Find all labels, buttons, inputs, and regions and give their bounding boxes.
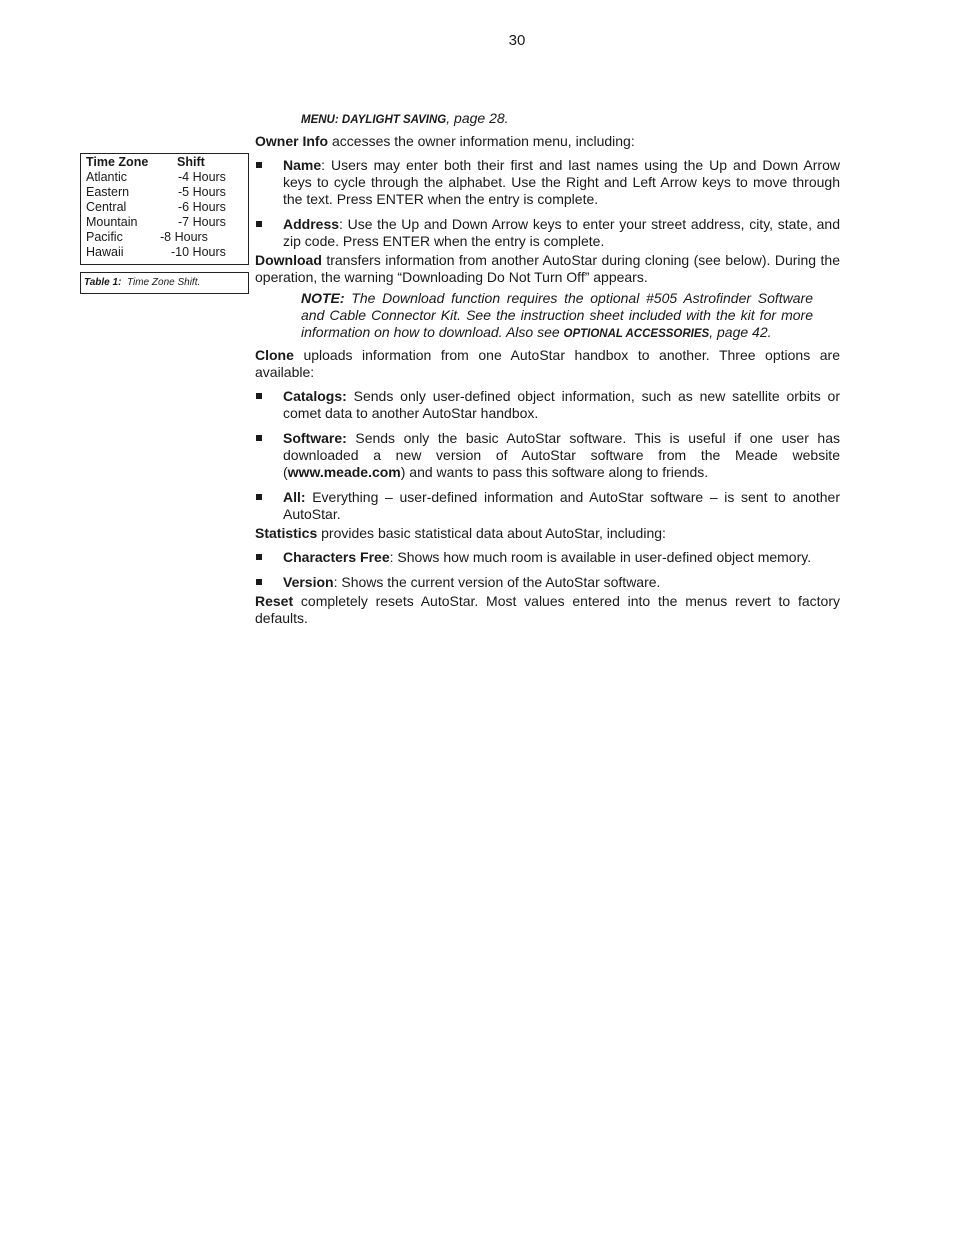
reset-paragraph <box>255 593 840 627</box>
download-term: Download <box>255 252 322 268</box>
zone-cell: Mountain <box>86 215 138 229</box>
menu-ref-label: MENU: DAYLIGHT SAVING <box>301 114 447 126</box>
statistics-list <box>255 549 840 591</box>
caption-text: Time Zone Shift. <box>126 277 201 288</box>
bullet-term: Version <box>283 574 334 590</box>
bullet-term: Characters Free <box>283 549 390 565</box>
main-content <box>255 110 840 631</box>
note-tail: , page 42. <box>709 324 772 340</box>
timezone-table <box>80 153 249 265</box>
clone-text: uploads information from one AutoStar handbox to another. Three options are available: <box>255 347 840 380</box>
download-note <box>301 290 813 343</box>
statistics-text: provides basic statistical data about AutoStar, including: <box>317 525 666 541</box>
zone-cell: Hawaii <box>86 245 124 259</box>
shift-cell: -8 Hours <box>160 230 208 244</box>
note-ref: OPTIONAL ACCESSORIES <box>563 328 710 340</box>
table-row <box>86 215 243 230</box>
table-row <box>86 170 243 185</box>
bullet-square-icon <box>256 579 262 585</box>
bullet-text: : Shows how much room is available in user-defined object memory. <box>389 549 812 565</box>
table-row <box>86 230 243 245</box>
caption-label: Table 1: <box>84 277 122 288</box>
list-item <box>255 388 840 422</box>
shift-cell: -5 Hours <box>178 185 226 199</box>
list-item <box>255 489 840 523</box>
table-row <box>86 185 243 200</box>
clone-paragraph <box>255 347 840 381</box>
bullet-text: Everything – user-defined information and AutoStar software – is sent to another AutoStar. <box>283 489 840 522</box>
bullet-term: Software: <box>283 430 347 446</box>
bullet-term: Address <box>283 216 340 232</box>
menu-ref-page: , page 28. <box>446 110 509 126</box>
bullet-text: : Shows the current version of the AutoStar software. <box>333 574 661 590</box>
table-caption <box>80 272 249 294</box>
list-item <box>255 157 840 208</box>
statistics-paragraph <box>255 525 840 542</box>
bullet-square-icon <box>256 162 262 168</box>
clone-list <box>255 388 840 523</box>
bullet-term: Catalogs: <box>283 388 347 404</box>
header-time-zone: Time Zone <box>86 155 149 169</box>
table-header <box>86 155 243 170</box>
owner-info-term: Owner Info <box>255 133 329 149</box>
owner-info-text: accesses the owner information menu, including: <box>328 133 635 149</box>
statistics-term: Statistics <box>255 525 318 541</box>
meade-website-link: www.meade.com <box>287 464 401 480</box>
list-item <box>255 574 840 591</box>
list-item <box>255 216 840 250</box>
note-term: NOTE: <box>301 290 345 306</box>
timezone-sidebar <box>80 153 249 294</box>
bullet-square-icon <box>256 393 262 399</box>
shift-cell: -6 Hours <box>178 200 226 214</box>
note-text: The Download function requires the optional #505 Astrofinder Software and Cable Connector Kit. See the instruction sheet included with the kit for more information on how to download. Also see <box>301 290 813 340</box>
zone-cell: Eastern <box>86 185 130 199</box>
list-item <box>255 430 840 481</box>
owner-info-list <box>255 157 840 250</box>
bullet-text: Sends only user-defined object information, such as new satellite orbits or comet data to another AutoStar handbox. <box>283 388 840 421</box>
bullet-text: ) and wants to pass this software along to friends. <box>400 464 709 480</box>
bullet-text: : Users may enter both their first and last names using the Up and Down Arrow keys to cycle through the alphabet. Use the Right and Left Arrow keys to move through the text. Press ENTER when the entry is complete. <box>283 157 840 207</box>
table-row <box>86 245 243 260</box>
shift-cell: -4 Hours <box>178 170 226 184</box>
bullet-term: All: <box>283 489 306 505</box>
bullet-square-icon <box>256 221 262 227</box>
bullet-text: Sends only the basic AutoStar software. This is useful if one user has downloaded a new version of AutoStar software from the Meade website ( <box>283 430 840 480</box>
download-text: transfers information from another AutoStar during cloning (see below). During the operation, the warning “Downloading Do Not Turn Off” appears. <box>255 252 840 285</box>
zone-cell: Pacific <box>86 230 123 244</box>
bullet-text: : Use the Up and Down Arrow keys to enter your street address, city, state, and zip code. Press ENTER when the entry is complete. <box>283 216 840 249</box>
bullet-square-icon <box>256 554 262 560</box>
list-item <box>255 549 840 566</box>
header-shift: Shift <box>177 155 205 169</box>
download-paragraph <box>255 252 840 286</box>
shift-cell: -7 Hours <box>178 215 226 229</box>
clone-term: Clone <box>255 347 294 363</box>
zone-cell: Atlantic <box>86 170 127 184</box>
bullet-square-icon <box>256 494 262 500</box>
reset-term: Reset <box>255 593 294 609</box>
bullet-square-icon <box>256 435 262 441</box>
menu-reference <box>301 110 840 129</box>
table-row <box>86 200 243 215</box>
bullet-term: Name <box>283 157 322 173</box>
shift-cell: -10 Hours <box>171 245 226 259</box>
page-number: 30 <box>508 32 526 49</box>
zone-cell: Central <box>86 200 127 214</box>
reset-text: completely resets AutoStar. Most values entered into the menus revert to factory defaults. <box>255 593 840 626</box>
owner-info-paragraph <box>255 133 840 150</box>
